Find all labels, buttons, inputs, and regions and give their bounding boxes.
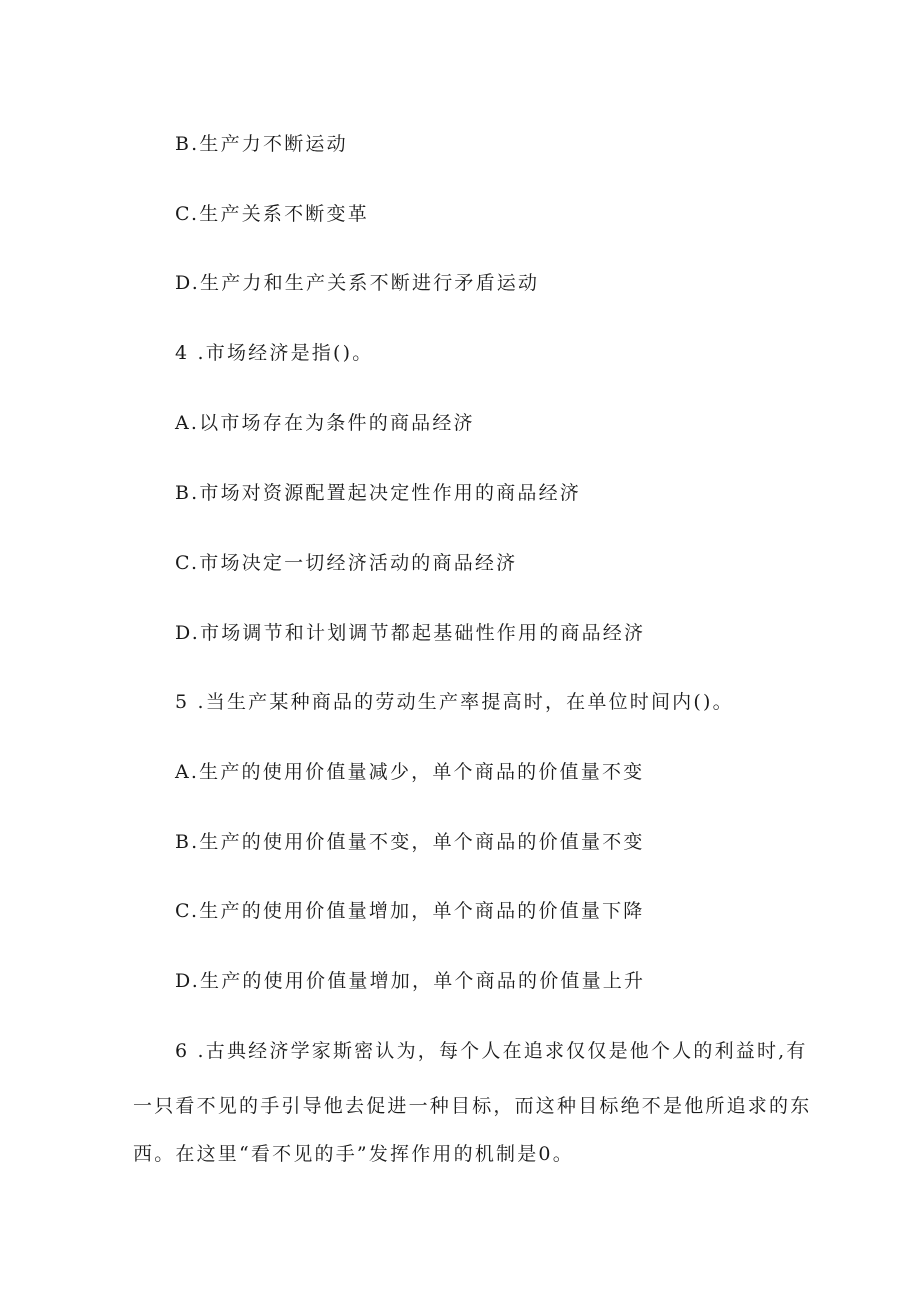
q5-option-b: B.生产的使用价值量不变，单个商品的价值量不变: [175, 831, 645, 853]
q4-option-b: B.市场对资源配置起决定性作用的商品经济: [175, 482, 582, 504]
q6-line-1: 6 .古典经济学家斯密认为，每个人在追求仅仅是他个人的利益时,有: [175, 1040, 808, 1062]
q4-option-c: C.市场决定一切经济活动的商品经济: [175, 552, 518, 574]
q4-stem: 4 .市场经济是指()。: [175, 342, 374, 364]
q4-option-a: A.以市场存在为条件的商品经济: [175, 412, 475, 434]
q3-option-b: B.生产力不断运动: [175, 133, 348, 155]
q3-option-c: C.生产关系不断变革: [175, 203, 369, 225]
q5-stem: 5 .当生产某种商品的劳动生产率提高时，在单位时间内()。: [175, 691, 734, 713]
q4-option-d: D.市场调节和计划调节都起基础性作用的商品经济: [175, 622, 646, 644]
q6-line-2: 一只看不见的手引导他去促进一种目标，而这种目标绝不是他所追求的东: [133, 1095, 812, 1117]
q5-option-c: C.生产的使用价值量增加，单个商品的价值量下降: [175, 900, 645, 922]
q6-line-3: 西。在这里“看不见的手”发挥作用的机制是0。: [133, 1143, 574, 1165]
q5-option-a: A.生产的使用价值量减少，单个商品的价值量不变: [175, 761, 645, 783]
q3-option-d: D.生产力和生产关系不断进行矛盾运动: [175, 272, 540, 294]
q5-option-d: D.生产的使用价值量增加，单个商品的价值量上升: [175, 970, 646, 992]
